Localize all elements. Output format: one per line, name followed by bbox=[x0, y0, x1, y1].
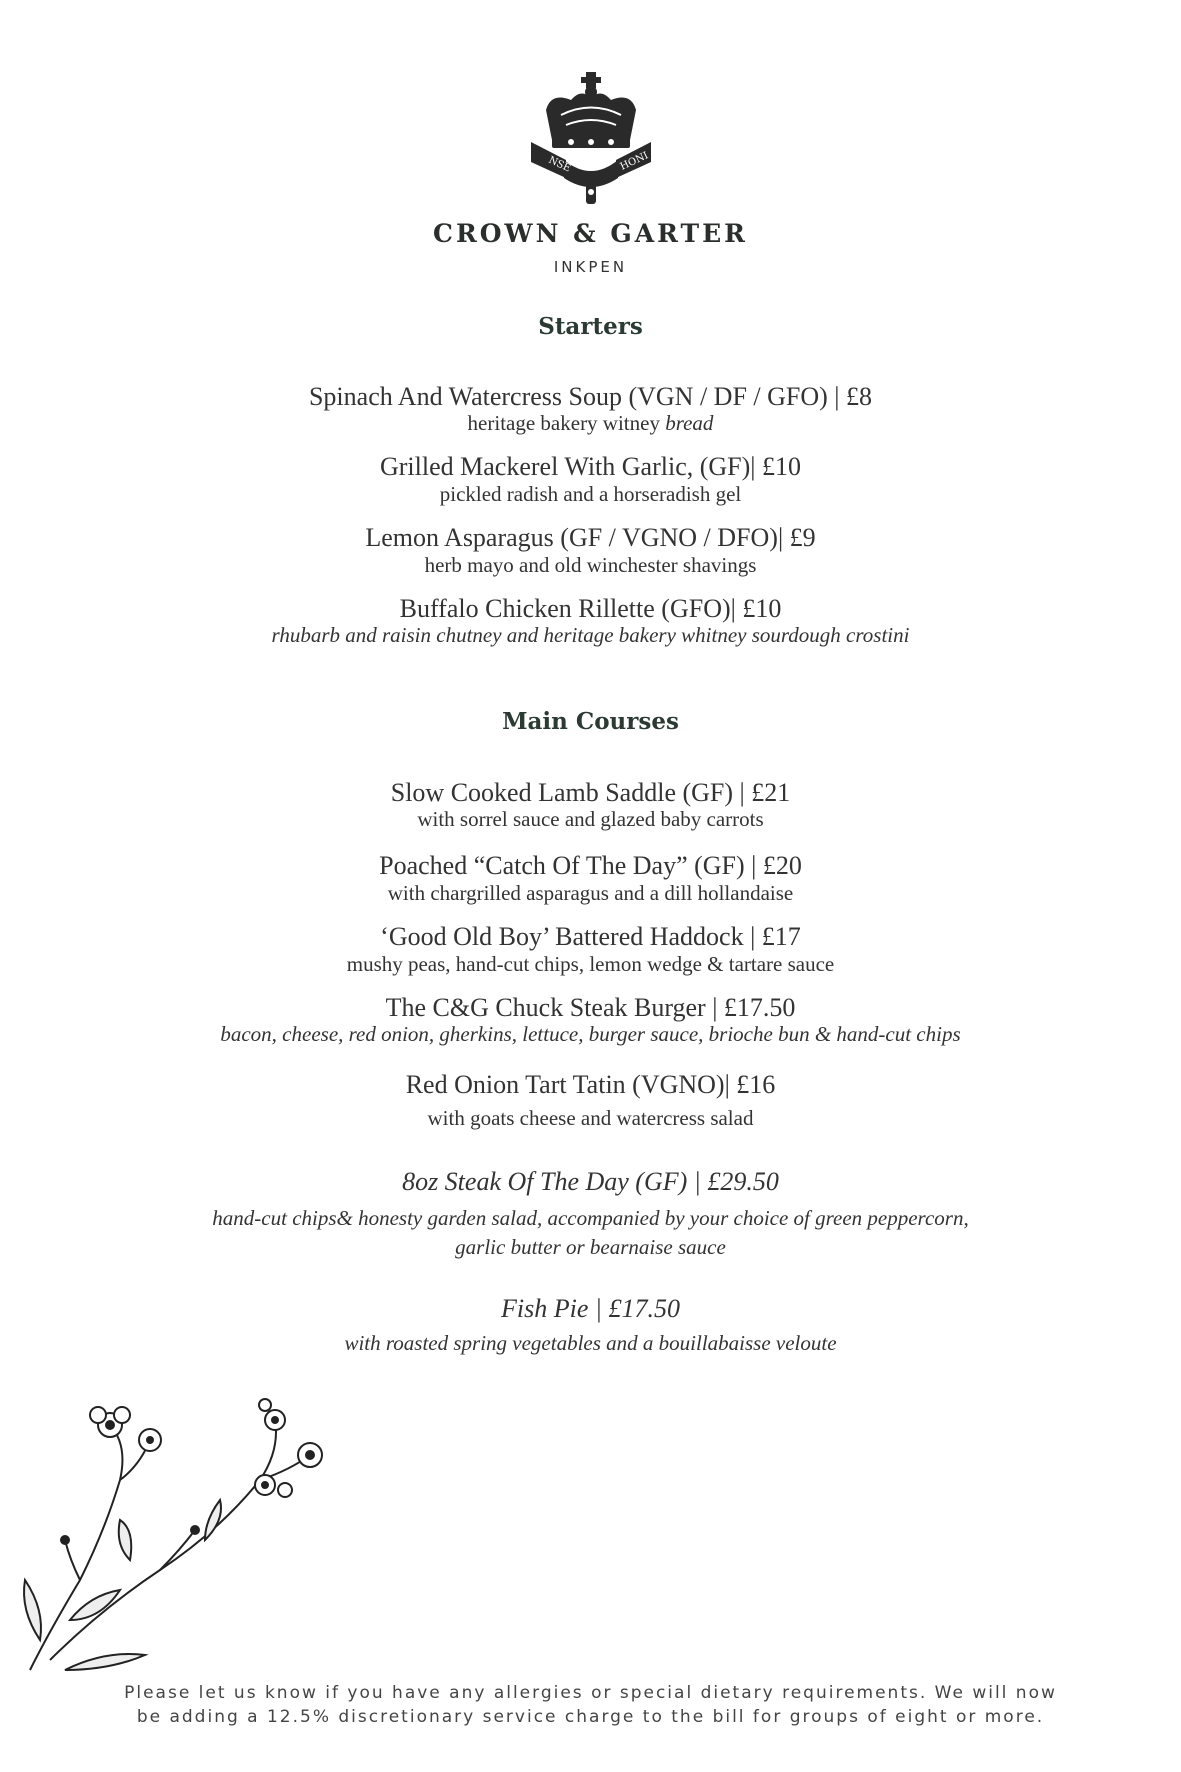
starter-3-desc: herb mayo and old winchester shavings bbox=[424, 553, 757, 577]
brand-location: INKPEN bbox=[553, 258, 628, 276]
main-4-name: The C&G Chuck Steak Burger | £17.50 bbox=[385, 993, 796, 1022]
footer-notice-line1: Please let us know if you have any allergies or special dietary requirements. We will now bbox=[124, 1683, 1057, 1703]
mains-heading: Main Courses bbox=[502, 708, 679, 735]
main-6-desc-line1: hand-cut chips& honesty garden salad, accompanied by your choice of green peppercorn, bbox=[212, 1206, 969, 1230]
main-2-name: Poached “Catch Of The Day” (GF) | £20 bbox=[379, 851, 802, 880]
starter-2-desc: pickled radish and a horseradish gel bbox=[439, 482, 742, 506]
main-5-desc: with goats cheese and watercress salad bbox=[427, 1106, 754, 1130]
starter-1-desc-main: heritage bakery witney bbox=[467, 411, 666, 435]
main-6-desc-line2: garlic butter or bearnaise sauce bbox=[455, 1235, 726, 1259]
main-3-desc: mushy peas, hand-cut chips, lemon wedge & tartare sauce bbox=[346, 952, 835, 976]
main-4-desc: bacon, cheese, red onion, gherkins, lettuce, burger sauce, brioche bun & hand-cut chips bbox=[220, 1022, 961, 1046]
main-7-name: Fish Pie | £17.50 bbox=[500, 1294, 681, 1323]
main-3-name: ‘Good Old Boy’ Battered Haddock | £17 bbox=[380, 922, 801, 951]
brand-name: CROWN & GARTER bbox=[433, 219, 748, 248]
crest-motto-left: NSE bbox=[546, 154, 572, 175]
starter-3-name: Lemon Asparagus (GF / VGNO / DFO)| £9 bbox=[365, 523, 816, 552]
crown-crest-logo bbox=[0, 70, 1181, 214]
footer-notice-line2: be adding a 12.5% discretionary service charge to the bill for groups of eight or more. bbox=[136, 1707, 1045, 1727]
starter-1-desc bbox=[0, 411, 1181, 436]
starters-heading: Starters bbox=[538, 313, 643, 340]
main-1-desc: with sorrel sauce and glazed baby carrots bbox=[417, 807, 764, 831]
starter-2-name: Grilled Mackerel With Garlic, (GF)| £10 bbox=[379, 452, 801, 481]
main-2-desc: with chargrilled asparagus and a dill hollandaise bbox=[387, 881, 794, 905]
starter-1-name: Spinach And Watercress Soup (VGN / DF / GFO) | £8 bbox=[308, 382, 873, 411]
main-6-name: 8oz Steak Of The Day (GF) | £29.50 bbox=[402, 1167, 779, 1196]
main-5-name: Red Onion Tart Tatin (VGNO)| £16 bbox=[405, 1070, 776, 1099]
starter-4-desc: rhubarb and raisin chutney and heritage bakery whitney sourdough crostini bbox=[271, 623, 910, 647]
floral-illustration bbox=[10, 1370, 350, 1684]
starter-1-desc-italic: bread bbox=[665, 411, 714, 435]
main-1-name: Slow Cooked Lamb Saddle (GF) | £21 bbox=[390, 778, 791, 807]
main-7-desc: with roasted spring vegetables and a bouillabaisse veloute bbox=[344, 1331, 837, 1355]
crest-motto-right: HONI bbox=[618, 150, 650, 173]
starter-4-name: Buffalo Chicken Rillette (GFO)| £10 bbox=[399, 594, 782, 623]
